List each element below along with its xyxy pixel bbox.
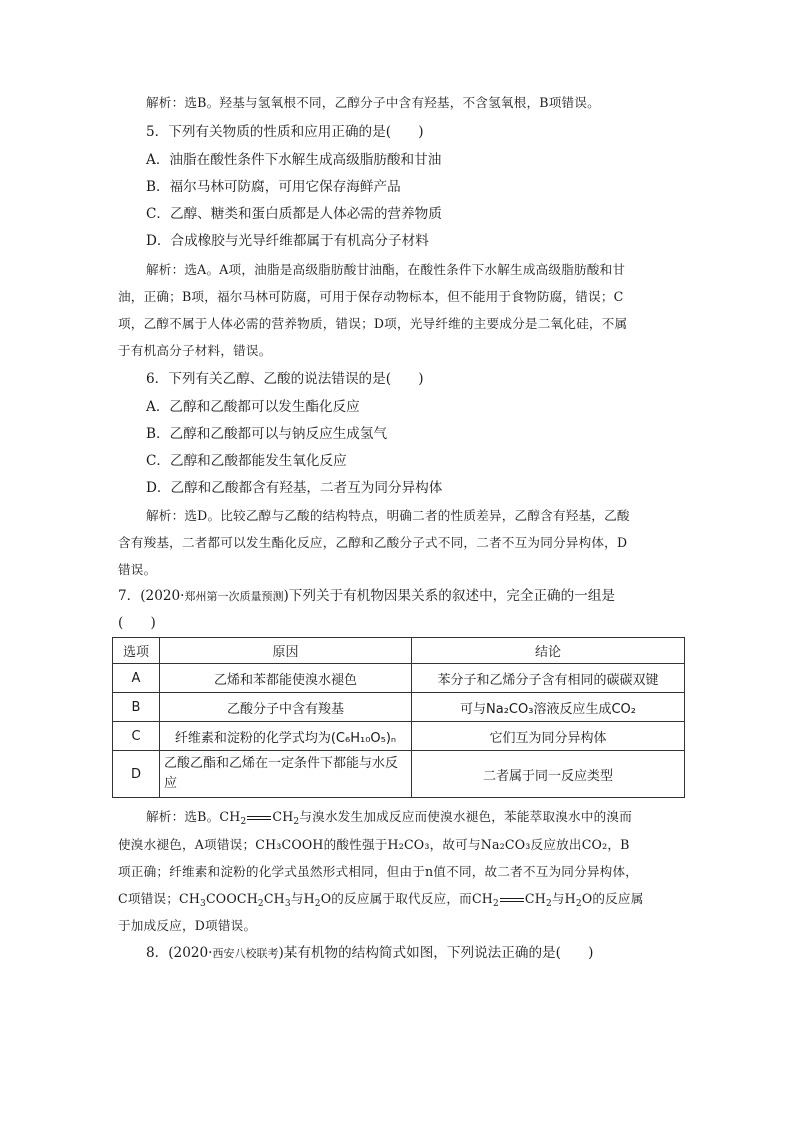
table-cell-cause: 乙酸分子中含有羧基	[160, 693, 412, 722]
text-line: A．油脂在酸性条件下水解生成高级脂肪酸和甘油	[146, 152, 442, 168]
text-segment: 与H	[551, 891, 576, 906]
text-line: 使溴水褪色，A项错误；CH₃COOH的酸性强于H₂CO₃，故可与Na₂CO₃反应放出CO₂，B	[118, 837, 630, 852]
text-line: 项正确；纤维素和淀粉的化学式虽然形式相同，但由于n值不同，故二者不互为同分异构体，	[118, 864, 639, 879]
question-8-source: 西安八校联考	[212, 947, 279, 960]
table-header-conclusion: 结论	[412, 638, 685, 664]
question-8-number: 8．(2020·	[146, 945, 213, 961]
explanation-7-line-4: C项错误；$CH_3COOCH_2CH_3$与$H_2O$的反应属于取代反应，而$CH_2$ $CH_2$与$H_2O$的反应属	[118, 891, 644, 909]
text-line: 油，正确；B项，福尔马林可防腐，可用于保存动物标本，但不能用于食物防腐，错误；C	[118, 289, 624, 304]
text-line: D．合成橡胶与光导纤维都属于有机高分子材料	[146, 233, 429, 249]
text-segment: CH	[263, 891, 285, 906]
text-line: D．乙醇和乙酸都含有羟基，二者互为同分异构体	[146, 480, 443, 496]
table-cell-conclusion: 可与Na₂CO₃溶液反应生成CO₂	[412, 693, 685, 722]
text-segment: 解析：选B。CH	[146, 809, 241, 824]
text-line: 项，乙醇不属于人体必需的营养物质，错误；D项，光导纤维的主要成分是二氧化硅，不属	[118, 316, 628, 331]
cause-conclusion-table	[112, 637, 685, 798]
table-cell-conclusion: 苯分子和乙烯分子含有相同的碳碳双键	[412, 664, 685, 693]
text-line: 解析：选D。比较乙醇与乙酸的结构特点，明确二者的性质差异，乙醇含有羟基，乙酸	[146, 508, 630, 523]
text-line: 于加成反应，D项错误。	[118, 918, 257, 933]
text-line: 5．下列有关物质的性质和应用正确的是( )	[146, 124, 424, 140]
table-row	[113, 722, 685, 751]
text-segment: CH	[524, 891, 546, 906]
text-segment: 与H	[290, 891, 315, 906]
text-line: 解析：选A。A项，油脂是高级脂肪酸甘油酯，在酸性条件下水解生成高级脂肪酸和甘	[146, 262, 626, 277]
text-line: 含有羧基，二者都可以发生酯化反应，乙醇和乙酸分子式不同，二者不互为同分异构体，D	[118, 535, 628, 550]
table-header-row	[113, 638, 685, 664]
table-row	[113, 664, 685, 693]
table-cell-cause: 乙酸乙酯和乙烯在一定条件下都能与水反应	[160, 751, 412, 798]
text-line: 错误。	[118, 562, 157, 577]
table-cell-option: D	[113, 751, 160, 798]
table-cell-conclusion: 二者属于同一反应类型	[412, 751, 685, 798]
text-segment: CH	[272, 809, 294, 824]
text-line: A．乙醇和乙酸都可以发生酯化反应	[146, 399, 360, 415]
table-cell-conclusion: 它们互为同分异构体	[412, 722, 685, 751]
double-bond-icon	[247, 813, 271, 823]
question-8	[146, 944, 593, 963]
table-row	[113, 693, 685, 722]
text-line: C．乙醇、糖类和蛋白质都是人体必需的营养物质	[146, 206, 442, 222]
table-cell-cause: 纤维素和淀粉的化学式均为(C₆H₁₀O₅)ₙ	[160, 722, 412, 751]
table-row	[113, 751, 685, 798]
text-segment: COOCH	[205, 891, 258, 906]
text-segment: 与溴水发生加成反应而使溴水褪色，苯能萃取溴水中的溴而	[299, 809, 632, 824]
text-line: B．乙醇和乙酸都可以与钠反应生成氢气	[146, 426, 388, 442]
question-7	[118, 587, 615, 606]
explanation-7-line-1: 解析：选B。$CH_2$ $CH_2$与溴水发生加成反应而使溴水褪色，苯能萃取溴水中的溴而	[146, 809, 632, 827]
double-bond-icon	[500, 895, 524, 905]
question-7-number: 7．(2020·	[118, 588, 185, 604]
text-segment: O的反应属	[581, 891, 644, 906]
question-8-text: )某有机物的结构简式如图，下列说法正确的是( )	[278, 945, 594, 961]
text-line: 6．下列有关乙醇、乙酸的说法错误的是( )	[146, 371, 424, 387]
text-segment: C项错误；CH	[118, 891, 201, 906]
question-7-source: 郑州第一次质量预测	[184, 590, 284, 603]
text-line: ( )	[118, 615, 156, 631]
text-line: 于有机高分子材料，错误。	[118, 343, 272, 358]
text-line: 解析：选B。羟基与氢氧根不同，乙醇分子中含有羟基，不含氢氧根，B项错误。	[146, 95, 600, 110]
table-header-option: 选项	[113, 638, 160, 664]
text-line: C．乙醇和乙酸都能发生氧化反应	[146, 453, 347, 469]
table-header-cause: 原因	[160, 638, 412, 664]
table-cell-option: A	[113, 664, 160, 693]
text-line: B．福尔马林可防腐，可用它保存海鲜产品	[146, 179, 401, 195]
question-7-text: )下列关于有机物因果关系的叙述中，完全正确的一组是	[283, 588, 616, 604]
text-segment: O的反应属于取代反应，而CH	[320, 891, 493, 906]
table-cell-cause: 乙烯和苯都能使溴水褪色	[160, 664, 412, 693]
table-cell-option: C	[113, 722, 160, 751]
table-cell-option: B	[113, 693, 160, 722]
